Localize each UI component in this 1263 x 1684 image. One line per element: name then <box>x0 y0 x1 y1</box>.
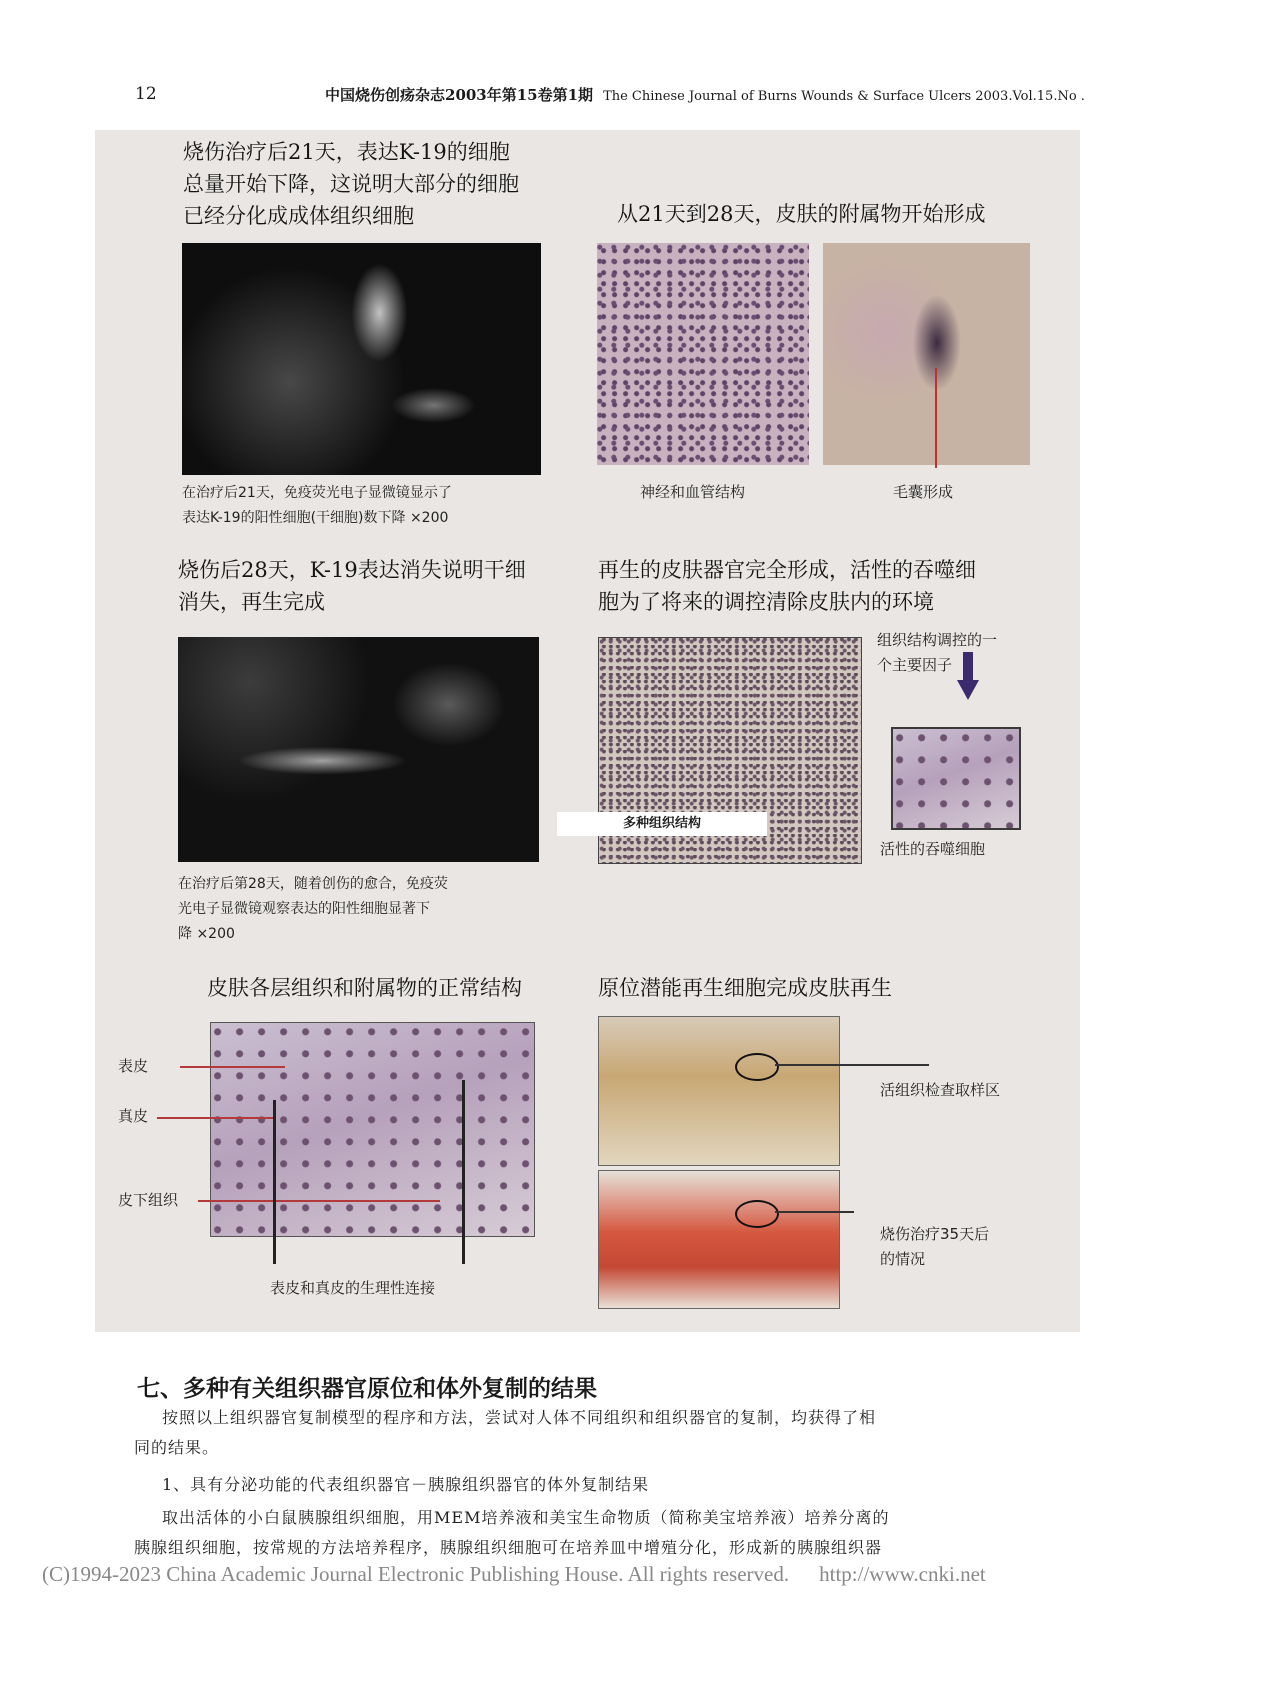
panel3-caption-line: 降 ×200 <box>178 926 235 942</box>
panel4-caption-right: 活性的吞噬细胞 <box>880 840 986 858</box>
panel3-title-line: 消失，再生完成 <box>178 590 325 614</box>
panel1-title <box>183 136 519 232</box>
panel6-note-top: 活组织检查取样区 <box>880 1081 1001 1099</box>
panel2-caption-left: 神经和血管结构 <box>640 483 746 501</box>
hair-follicle-micrograph <box>823 243 1030 465</box>
panel4-side-note-line: 个主要因子 <box>877 656 953 674</box>
healed-pointer <box>775 1211 854 1213</box>
journal-title <box>325 84 1085 105</box>
paragraph-line: 按照以上组织器官复制模型的程序和方法，尝试对人体不同组织和组织器官的复制，均获得了相 <box>162 1408 877 1427</box>
follicle-pointer-line <box>935 368 937 468</box>
panel1-caption-line: 在治疗后21天，免疫荧光电子显微镜显示了 <box>182 485 452 501</box>
epidermis-pointer <box>180 1066 285 1068</box>
panel5-caption: 表皮和真皮的生理性连接 <box>270 1279 436 1297</box>
panel6-note-bottom-line: 烧伤治疗35天后 <box>880 1225 990 1243</box>
panel3-title <box>178 554 526 618</box>
panel3-title-line: 烧伤后28天，K-19表达消失说明干细 <box>178 558 526 582</box>
paragraph-line: 取出活体的小白鼠胰腺组织细胞，用MEM培养液和美宝生命物质（简称美宝培养液）培养分离的 <box>162 1508 890 1527</box>
panel5-title: 皮肤各层组织和附属物的正常结构 <box>207 976 522 1000</box>
paragraph-line: 同的结果。 <box>134 1438 220 1457</box>
paragraph-line: 胰腺组织细胞，按常规的方法培养程序，胰腺组织细胞可在培养皿中增殖分化，形成新的胰腺组织器 <box>134 1538 883 1557</box>
panel1-caption <box>182 481 452 531</box>
junction-arrow-left <box>273 1100 276 1264</box>
panel4-title-line: 胞为了将来的调控清除皮肤内的环境 <box>598 590 934 614</box>
panel2-caption-right: 毛囊形成 <box>893 483 954 501</box>
journal-title-en: The Chinese Journal of Burns Wounds & Surface Ulcers 2003.Vol.15.No . <box>603 89 1085 104</box>
copyright-footer <box>42 1562 986 1587</box>
panel3-caption-line: 光电子显微镜观察表达的阳性细胞显著下 <box>178 901 430 917</box>
page-number: 12 <box>135 84 157 104</box>
panel6-note-bottom-line: 的情况 <box>880 1250 926 1268</box>
label-dermis: 真皮 <box>118 1107 149 1125</box>
panel3-caption <box>178 872 448 947</box>
panel4-side-note-line: 组织结构调控的一 <box>877 631 998 649</box>
arrow-shaft <box>963 652 973 682</box>
normal-skin-micrograph <box>210 1022 535 1237</box>
panel1-title-line: 烧伤治疗后21天，表达K-19的细胞 <box>183 140 510 164</box>
section-heading: 七、多种有关组织器官原位和体外复制的结果 <box>137 1376 597 1402</box>
cnki-link[interactable]: http://www.cnki.net <box>819 1562 986 1586</box>
panel1-title-line: 总量开始下降，这说明大部分的细胞 <box>183 172 519 196</box>
junction-arrow-right <box>462 1080 465 1264</box>
dermis-pointer <box>157 1117 275 1119</box>
subcutaneous-pointer <box>198 1200 440 1202</box>
panel6-note-bottom <box>880 1222 989 1272</box>
arrow-down-icon <box>957 680 979 700</box>
fluorescence-micrograph-28d <box>178 637 539 862</box>
panel1-caption-line: 表达K-19的阳性细胞(干细胞)数下降 ×200 <box>182 510 449 526</box>
panel4-image-label: 多种组织结构 <box>557 812 767 836</box>
panel6-title: 原位潜能再生细胞完成皮肤再生 <box>598 976 892 1000</box>
panel4-title-line: 再生的皮肤器官完全形成，活性的吞噬细 <box>598 558 976 582</box>
section-paragraph-1 <box>134 1403 1082 1463</box>
patient-leg-photo-before <box>598 1016 840 1166</box>
healed-site-marker <box>735 1200 779 1228</box>
panel4-side-note <box>877 628 997 678</box>
fluorescence-micrograph-21d <box>182 243 541 475</box>
panel3-caption-line: 在治疗后第28天，随着创伤的愈合，免疫荧 <box>178 876 448 892</box>
panel1-title-line: 已经分化成成体组织细胞 <box>183 204 414 228</box>
biopsy-pointer <box>775 1064 929 1066</box>
patient-leg-photo-after <box>598 1170 840 1309</box>
biopsy-site-marker <box>735 1053 779 1081</box>
nerve-vessel-micrograph <box>597 243 809 465</box>
panel2-title: 从21天到28天，皮肤的附属物开始形成 <box>617 202 986 226</box>
copyright-text: (C)1994-2023 China Academic Journal Electronic Publishing House. All rights reserved. <box>42 1562 790 1586</box>
page-header <box>0 84 1263 106</box>
journal-title-cn: 中国烧伤创疡杂志2003年第15卷第1期 <box>325 86 594 104</box>
label-epidermis: 表皮 <box>118 1057 149 1075</box>
subsection-heading: 1、具有分泌功能的代表组织器官－胰腺组织器官的体外复制结果 <box>162 1475 650 1494</box>
section-paragraph-2 <box>134 1503 1082 1563</box>
phagocyte-micrograph <box>891 727 1021 830</box>
panel4-title <box>598 554 976 618</box>
label-subcutaneous: 皮下组织 <box>118 1191 179 1209</box>
